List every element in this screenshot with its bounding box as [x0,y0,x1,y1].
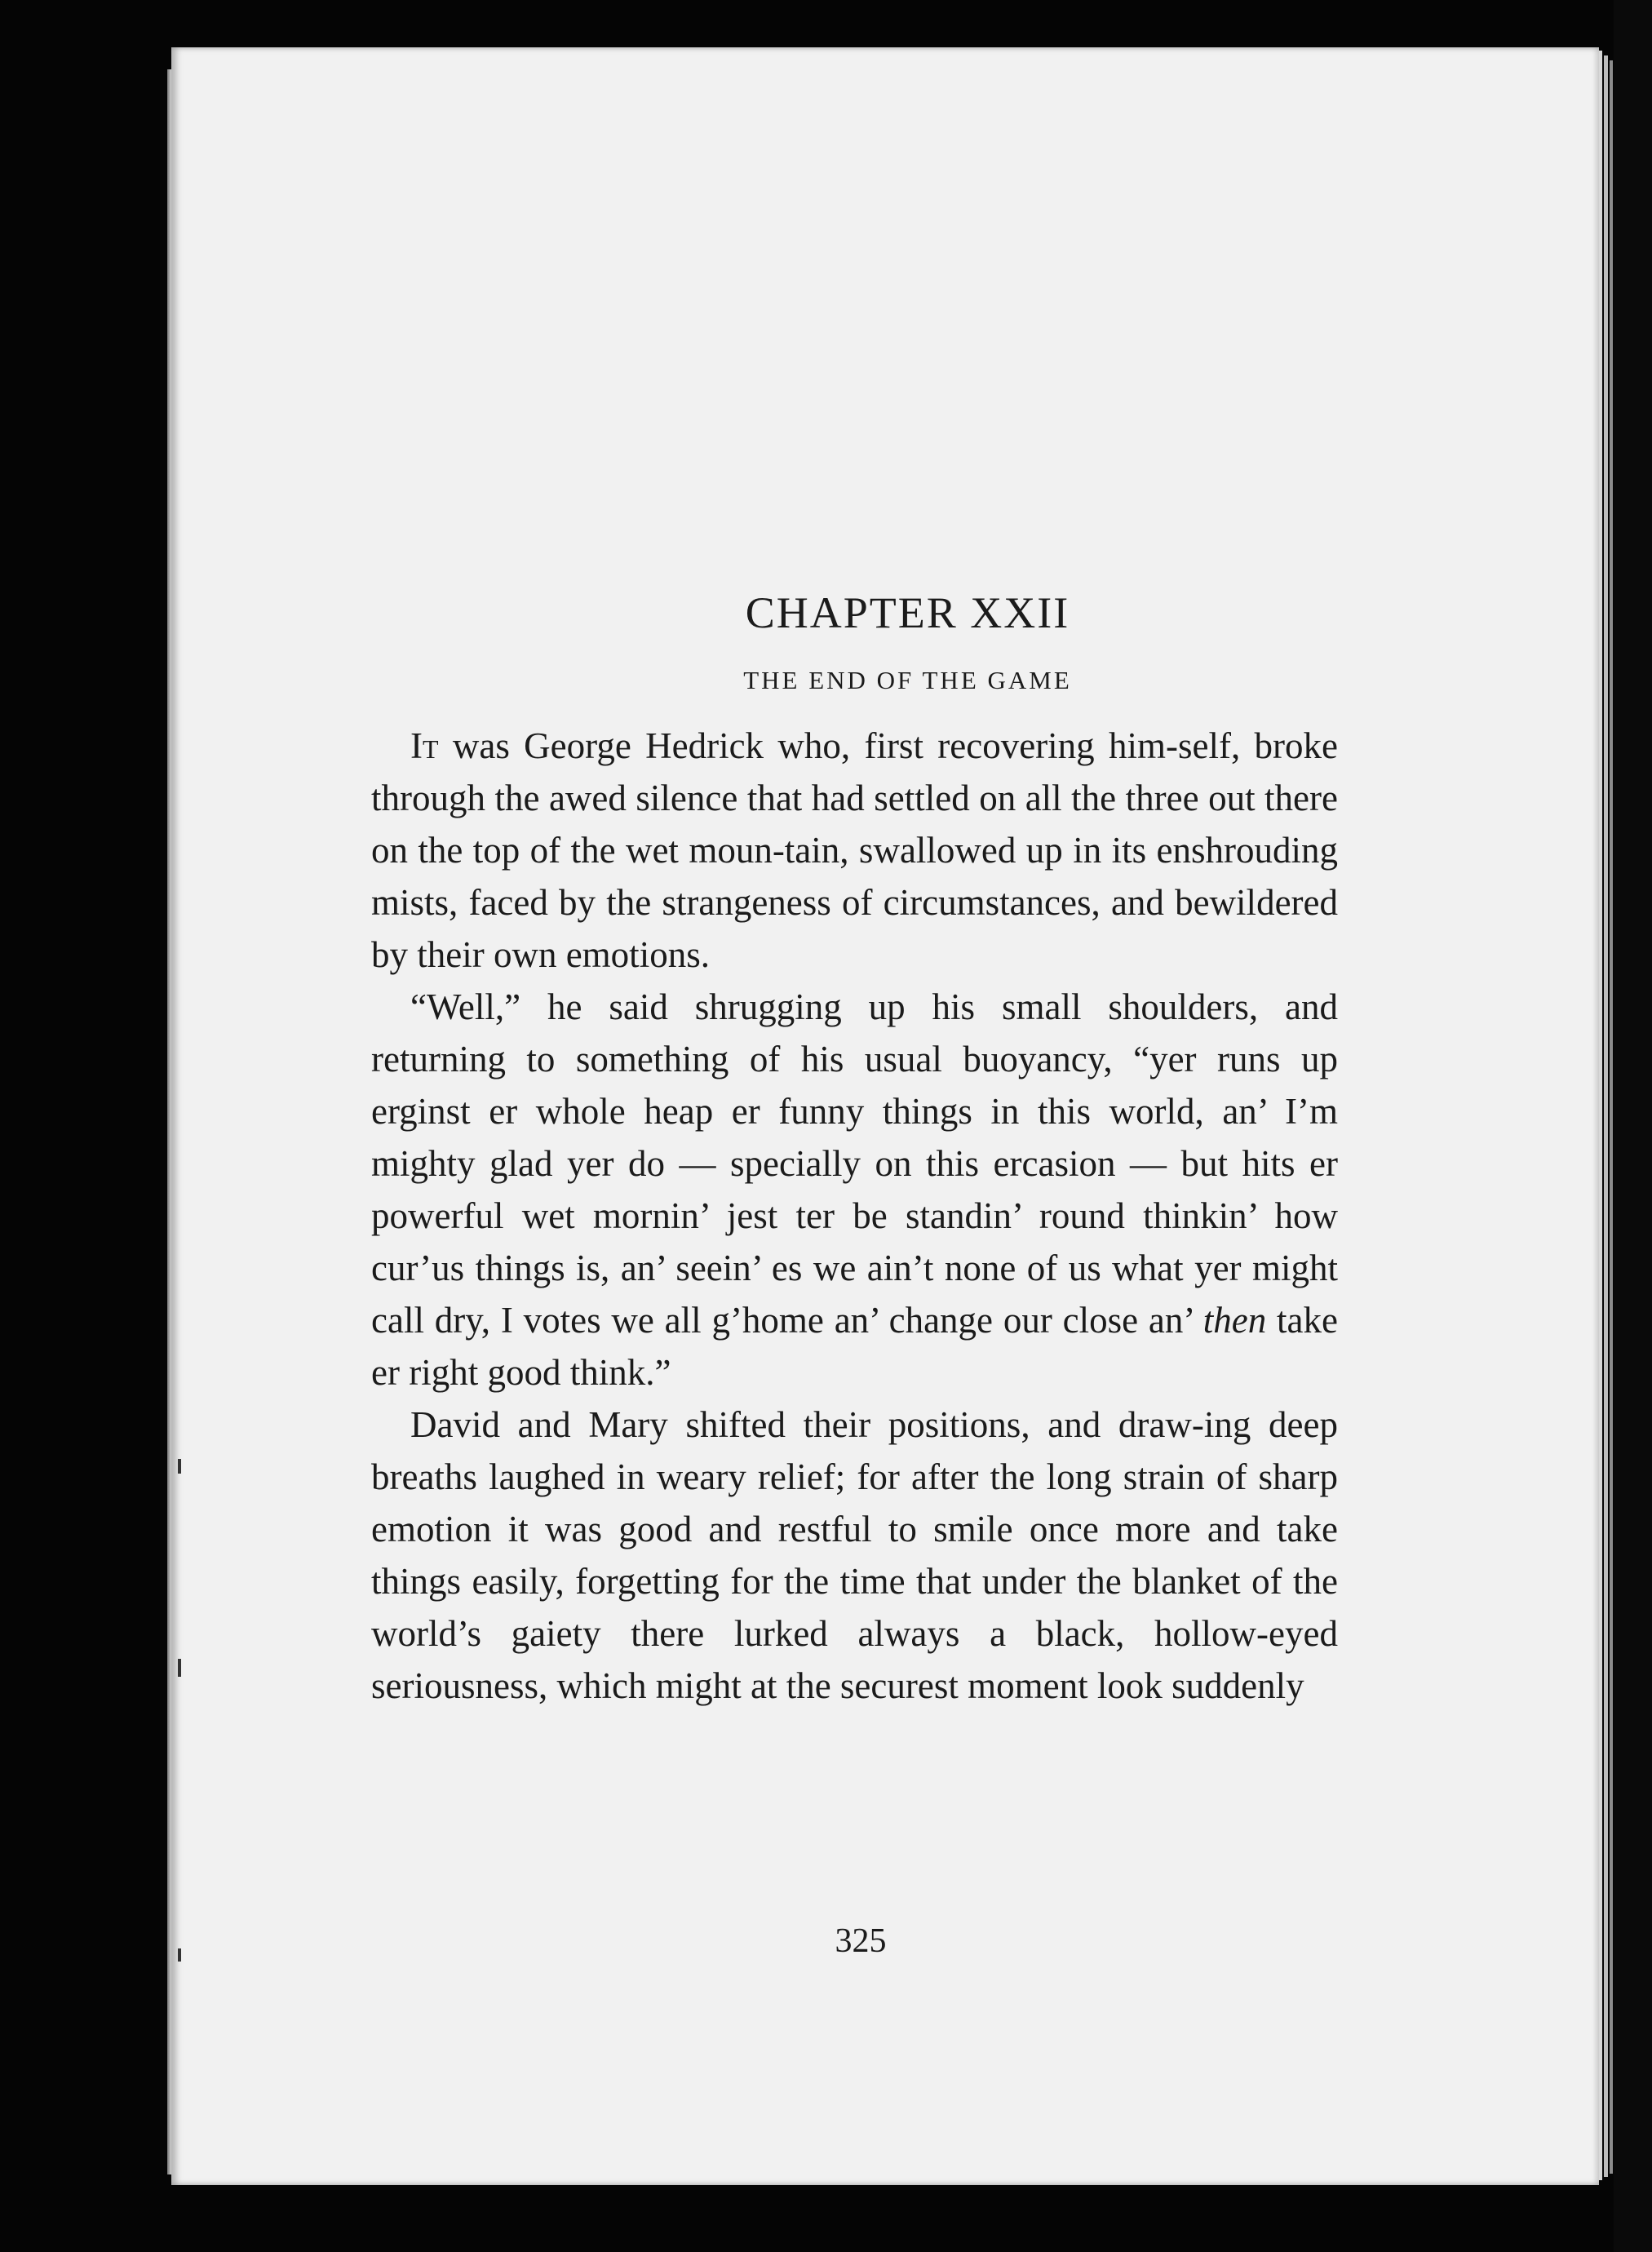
page-edge [1604,55,1608,2177]
page-edge [1610,60,1613,2174]
margin-speck [178,1659,181,1677]
page-number: 325 [835,1922,887,1960]
chapter-subtitle: THE END OF THE GAME [743,666,1072,694]
paragraph-3: David and Mary shifted their positions, and draw-ing deep breaths laughed in weary relief; for after the long strain of sharp emotion it was good and restful to smile once more and take things easily, forgetting for the time that under the blanket of the world’s gaiety there lurked always a black, hollow-eyed seriousness, which might at the securest moment look suddenly [371,1404,1338,1706]
paragraph-1 [371,720,1338,981]
margin-speck [178,1459,181,1474]
page-text [371,571,1338,1712]
paragraph-text: was George Hedrick who, first recovering him-self, broke through the awed silence that had settled on all the three out there on the top of the wet moun-tain, swallowed up in its enshrouding mists, faced by the strangeness of circumstances, and bewildered by their own emotions. [371,725,1338,975]
emphasized-word: then [1202,1300,1267,1341]
paragraph-2 [371,981,1338,1399]
chapter-heading: CHAPTER XXII [745,588,1070,637]
paragraph-text: “Well,” he said shrugging up his small shoulders, and returning to something of his usual buoyancy, “yer runs up erginst er whole heap er funny things in this world, an’ I’m mighty glad yer do — specially on this ercasion — but hits er powerful wet mornin’ jest ter be standin’ round thinkin’ how cur’us things is, an’ seein’ es we ain’t none of us what yer might call dry, I votes we all g’home an’ change our close an’ [371,986,1338,1341]
drop-word: It [410,725,439,766]
right-dark-margin [1614,0,1652,2252]
paragraph-text: take er right good think.” [371,1300,1339,1393]
